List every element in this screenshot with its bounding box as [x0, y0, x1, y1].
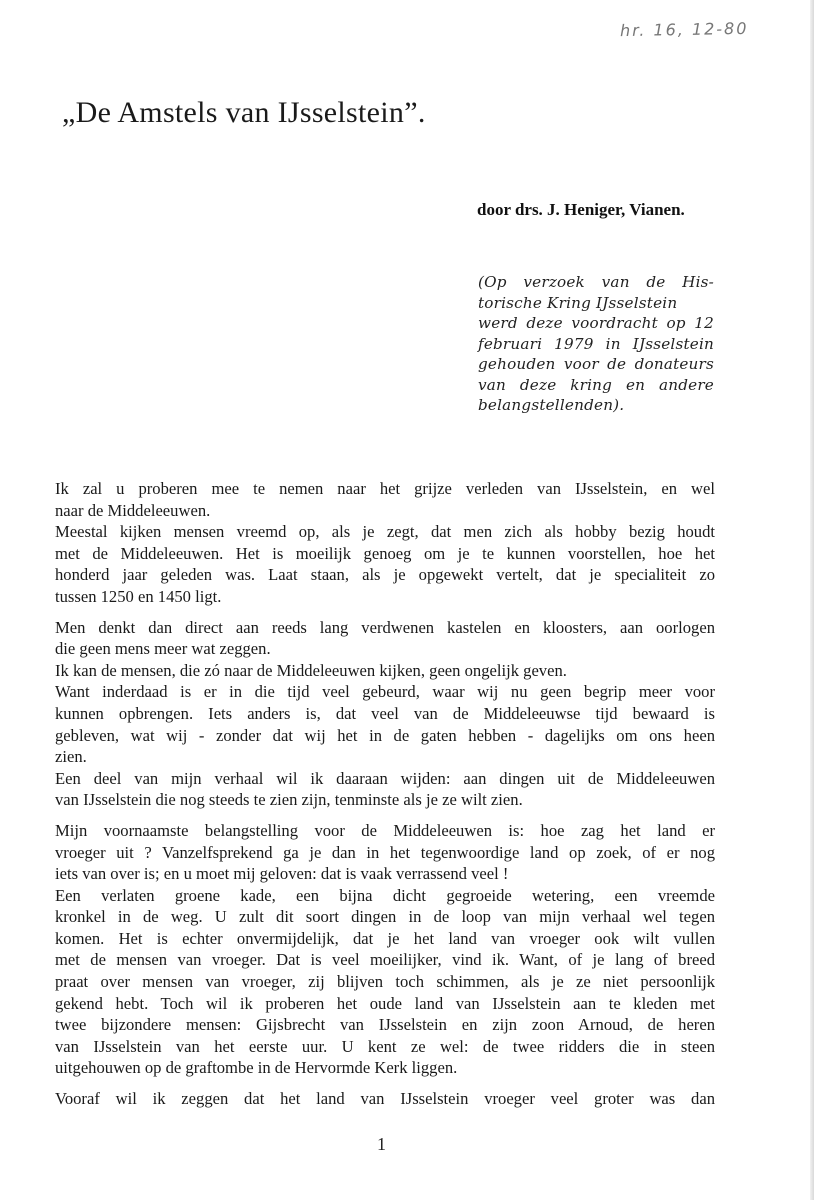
text-line: tussen 1250 en 1450 ligt.: [55, 586, 222, 606]
text-line: naar de Middeleeuwen.: [55, 500, 211, 520]
text-line: zien.: [55, 747, 87, 767]
handwritten-archive-note: hr. 16, 12-80: [619, 18, 749, 41]
text-line: vroeger uit ? Vanzelfsprekend ga je dan in het tegenwoordige land op zoek, of er nog: [55, 842, 715, 862]
text-line: met de Middeleeuwen. Het is moeilijk genoeg om je te kunnen voorstellen, hoe het: [55, 543, 715, 563]
text-line: Meestal kijken mensen vreemd op, als je zegt, dat men zich als hobby bezig houdt: [55, 522, 715, 542]
text-line: Men denkt dan direct aan reeds lang verdwenen kastelen en kloosters, aan oorlogen: [55, 617, 715, 637]
text-line: van IJsselstein die nog steeds te zien zijn, tenminste als je ze wilt zien.: [55, 790, 523, 810]
note-line: van deze kring en andere: [478, 375, 714, 394]
text-line: iets van over is; en u moet mij geloven: dat is vaak verrassend veel !: [55, 864, 509, 884]
text-line: kunnen opbrengen. Iets anders is, dat veel van de Middeleeuwse tijd bewaard is: [55, 703, 715, 723]
note-line: torische Kring IJsselstein: [478, 293, 678, 312]
paragraph: [55, 617, 715, 811]
text-line: komen. Het is echter onvermijdelijk, dat je het land van vroeger ook wilt vullen: [55, 928, 715, 948]
text-line: Want inderdaad is er in die tijd veel gebeurd, waar wij nu geen begrip meer voor: [55, 682, 715, 702]
text-line: met de mensen van vroeger. Dat is veel moeilijker, vind ik. Want, of je lang of breed: [55, 950, 715, 970]
note-line: belangstellenden).: [478, 396, 625, 414]
text-line: die geen mens meer wat zeggen.: [55, 639, 271, 659]
text-line: Vooraf wil ik zeggen dat het land van IJsselstein vroeger veel groter was dan: [55, 1089, 715, 1109]
document-title: „De Amstels van IJsselstein”.: [62, 96, 426, 129]
paragraph: [55, 820, 715, 1079]
introductory-note: [478, 272, 714, 416]
paragraph: [55, 1088, 715, 1110]
paragraph: [55, 478, 715, 608]
note-line: februari 1979 in IJsselstein: [478, 334, 714, 353]
text-line: uitgehouwen op de graftombe in de Hervormde Kerk liggen.: [55, 1058, 458, 1078]
text-line: Een verlaten groene kade, een bijna dicht gegroeide wetering, een vreemde: [55, 885, 715, 905]
text-line: twee bijzondere mensen: Gijsbrecht van IJsselstein en zijn zoon Arnoud, de heren: [55, 1015, 715, 1035]
text-line: Een deel van mijn verhaal wil ik daaraan wijden: aan dingen uit de Middeleeuwen: [55, 768, 715, 788]
page-edge-shadow: [810, 0, 814, 1200]
text-line: honderd jaar geleden was. Laat staan, als je opgewekt vertelt, dat je specialiteit zo: [55, 565, 715, 585]
note-line: (Op verzoek van de His-: [478, 273, 714, 291]
text-line: gebleven, wat wij - zonder dat wij het in de gaten hebben - dagelijks om ons heen: [55, 725, 715, 745]
text-line: Ik zal u proberen mee te nemen naar het grijze verleden van IJsselstein, en wel: [55, 479, 715, 498]
note-line: gehouden voor de donateurs: [478, 355, 714, 373]
text-line: praat over mensen van vroeger, zij blijven toch schimmen, als je ze niet persoonlijk: [55, 972, 715, 992]
author-byline: door drs. J. Heniger, Vianen.: [477, 200, 685, 219]
page-number: 1: [377, 1134, 386, 1154]
note-line: werd deze voordracht op 12: [478, 314, 714, 332]
text-line: gekend hebt. Toch wil ik proberen het oude land van IJsselstein aan te kleden met: [55, 993, 715, 1013]
text-line: Ik kan de mensen, die zó naar de Middeleeuwen kijken, geen ongelijk geven.: [55, 660, 567, 680]
text-line: Mijn voornaamste belangstelling voor de Middeleeuwen is: hoe zag het land er: [55, 820, 715, 840]
text-line: kronkel in de weg. U zult dit soort dingen in de loop van mijn verhaal wel tegen: [55, 907, 715, 927]
text-line: van IJsselstein van het eerste uur. U kent ze wel: de twee ridders die in steen: [55, 1036, 715, 1056]
body-text: [55, 478, 715, 1119]
